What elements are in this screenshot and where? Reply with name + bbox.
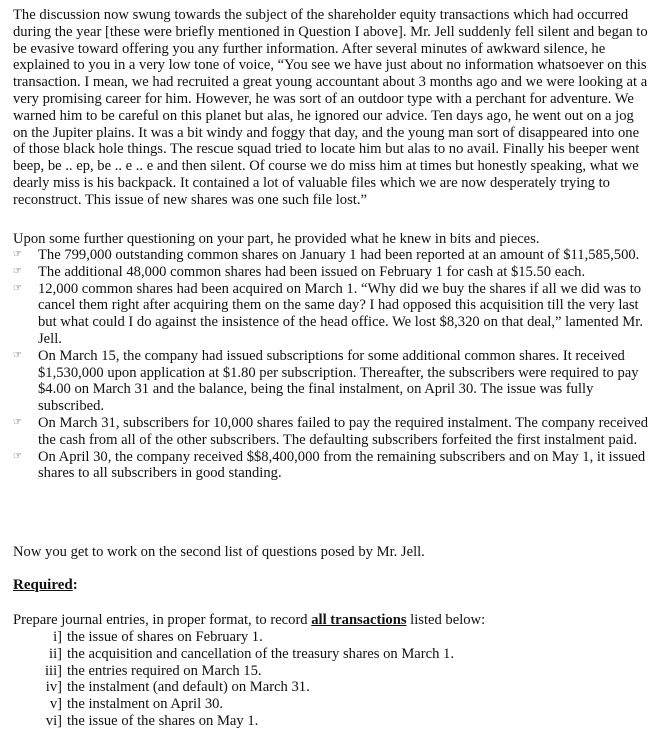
next-paragraph: Now you get to work on the second list of questions posed by Mr. Jell. [13, 544, 425, 560]
question-item [13, 679, 653, 696]
question-text: the instalment (and default) on March 31. [67, 679, 310, 696]
question-number: vi] [45, 712, 62, 729]
question-text: the issue of the shares on May 1. [67, 712, 259, 729]
question-item [13, 713, 653, 730]
further-questioning-paragraph: Upon some further questioning on your part, he provided what he knew in bits and pieces. [13, 231, 540, 247]
question-number: i] [53, 629, 62, 645]
list-item: ☞ 12,000 common shares had been acquired on March 1. “Why did we buy the shares if all we did was to cancel them right after acquiring them on the same day? I had opposed this acquisition till the very last but what could I do against the insistence of the head office. We lost $8,320 on that deal,” lamented Mr. Jell. [13, 280, 643, 347]
question-text: the instalment on April 30. [67, 696, 224, 713]
question-item [13, 629, 653, 646]
list-item: ☞ The 799,000 outstanding common shares on January 1 had been reported at an amount of $11,585,500. [13, 247, 640, 263]
question-number: iv] [45, 679, 62, 696]
pointing-hand-icon: ☞ [13, 450, 22, 462]
list-item: ☞ On March 31, subscribers for 10,000 shares failed to pay the required instalment. The company received the cash from all of the other subscribers. The defaulting subscribers forfeited the first instalment paid. [13, 414, 649, 448]
question-item [13, 696, 653, 713]
pointing-hand-icon: ☞ [13, 282, 22, 294]
pointing-hand-icon: ☞ [13, 416, 22, 428]
question-number: ii] [49, 645, 62, 662]
prepare-instruction: Prepare journal entries, in proper format, to record all transactions listed below: [13, 612, 486, 628]
emphasis-text: all transactions [311, 612, 407, 628]
list-item: ☞ The additional 48,000 common shares had been issued on February 1 for cash at $15.50 each. [13, 263, 586, 280]
question-item [13, 646, 653, 663]
facts-list [13, 247, 653, 482]
question-text: the entries required on March 15. [67, 662, 262, 679]
question-item [13, 663, 653, 680]
question-number: iii] [44, 662, 62, 679]
question-text: the issue of shares on February 1. [67, 629, 263, 645]
intro-paragraph: The discussion now swung towards the subject of the shareholder equity transactions which had occurred during the year [these were briefly mentioned in Question I above]. Mr. Jell suddenly fell silent and began to be evasive toward offering you any further information. After several minutes of awkward silence, he explained to you in a very low tone of voice, “You see we have just about no information whatsoever on this transaction. I mean, we had recruited a great young accountant about 3 months ago and we were looking at a very promising career for him. However, he was sort of an outdoor type with a perchant for adventure. We warned him to be careful on this planet but alas, he ignored our advice. Ten days ago, he went out on a jog on the Jupiter plains. It was a bit windy and foggy that day, and the young man sort of disappeared into one of those black hole things. The rescue squad tried to locate him but alas to no avail. Finally his beeper went beep, be .. ep, be .. e .. e and then silent. Of course we do miss him at times but honestly speaking, what we dearly miss is his backpack. It contained a lot of valuable files which we are now desperately trying to reconstruct. This issue of new shares was one such file lost.” [13, 7, 648, 208]
pointing-hand-icon: ☞ [13, 265, 22, 277]
required-heading: Required: [13, 577, 78, 593]
pointing-hand-icon: ☞ [13, 249, 22, 260]
list-item: ☞ On March 15, the company had issued subscriptions for some additional common shares. It received $1,530,000 upon application at $1.80 per subscription. Thereafter, the subscribers were required to pay $4.00 on March 31 and the balance, being the final instalment, on April 30. The issue was fully subscribed. [13, 347, 639, 415]
question-number: v] [49, 696, 62, 713]
pointing-hand-icon: ☞ [13, 349, 22, 361]
question-text: the acquisition and cancellation of the treasury shares on March 1. [67, 645, 455, 662]
list-item: ☞ On April 30, the company received $$8,400,000 from the remaining subscribers and on May 1, it issued shares to all subscribers in good standing. [13, 448, 646, 482]
question-list [13, 629, 653, 730]
